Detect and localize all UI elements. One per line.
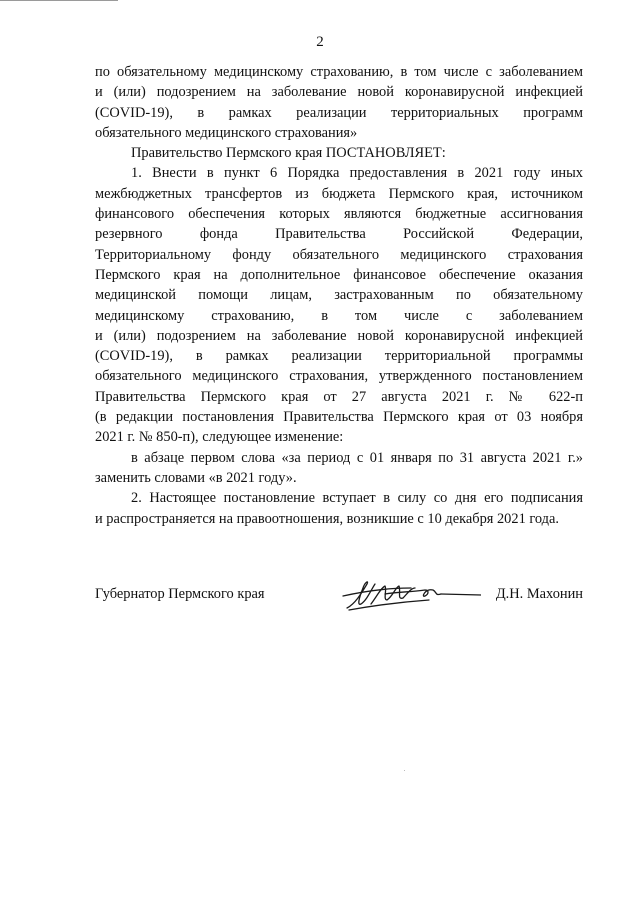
- text-line: 2. Настоящее постановление вступает в силу со дня его подписания: [131, 490, 583, 507]
- text-line: Пермского края на дополнительное финансовое обеспечение оказания: [95, 266, 583, 283]
- signatory-name: Д.Н. Махонин: [495, 586, 583, 602]
- scan-edge-line: [0, 0, 118, 1]
- text-line: медицинскому страхованию, в том числе с заболеванием: [95, 307, 583, 324]
- text-line: резервного фонда Правительства Российской Федерации,: [95, 226, 583, 243]
- text-line: обязательного медицинского страхования, утвержденного постановлением: [95, 368, 583, 385]
- text-line: и распространяется на правоотношения, возникшие с 10 декабря 2021 года.: [95, 510, 559, 527]
- text-line: 1. Внести в пункт 6 Порядка предоставления в 2021 году иных: [131, 165, 583, 182]
- text-line: в абзаце первом слова «за период с 01 января по 31 августа 2021 г.»: [131, 449, 583, 466]
- text-line: (COVID-19), в рамках реализации территориальных программ: [95, 104, 583, 121]
- text-line: заменить словами «в 2021 году».: [95, 469, 297, 486]
- paragraph-continuation: [95, 62, 583, 143]
- document-body: [95, 62, 583, 529]
- text-line: и (или) подозрением на заболевание новой коронавирусной инфекцией: [95, 84, 583, 101]
- paragraph-item-2: [95, 488, 583, 529]
- text-line: финансового обеспечения которых являются бюджетные ассигнования: [95, 206, 583, 223]
- text-line: (COVID-19), в рамках реализации территориальной программы: [95, 348, 583, 365]
- text-line: Правительство Пермского края ПОСТАНОВЛЯЕТ:: [131, 145, 446, 162]
- text-line: межбюджетных трансфертов из бюджета Пермского края, источником: [95, 185, 583, 202]
- text-line: по обязательному медицинскому страхованию, в том числе с заболеванием: [95, 64, 583, 80]
- text-line: Правительства Пермского края от 27 августа 2021 г. № 622-п: [95, 388, 583, 405]
- paragraph-item-1: [95, 163, 583, 447]
- paragraph-amendment: [95, 448, 583, 489]
- text-line: 2021 г. № 850-п), следующее изменение:: [95, 429, 344, 446]
- text-line: медицинской помощи лицам, застрахованным по обязательному: [95, 287, 583, 304]
- page-number: 2: [316, 34, 324, 50]
- paragraph-resolution: [95, 143, 583, 163]
- text-line: Территориальному фонду обязательного медицинского страхования: [95, 246, 583, 263]
- handwritten-signature: [341, 574, 481, 614]
- scan-speck: [404, 770, 405, 771]
- signature-block: [95, 582, 583, 622]
- signatory-title: Губернатор Пермского края: [95, 586, 265, 602]
- text-line: и (или) подозрением на заболевание новой коронавирусной инфекцией: [95, 327, 583, 344]
- text-line: обязательного медицинского страхования»: [95, 124, 358, 141]
- text-line: (в редакции постановления Правительства Пермского края от 03 ноября: [95, 409, 583, 426]
